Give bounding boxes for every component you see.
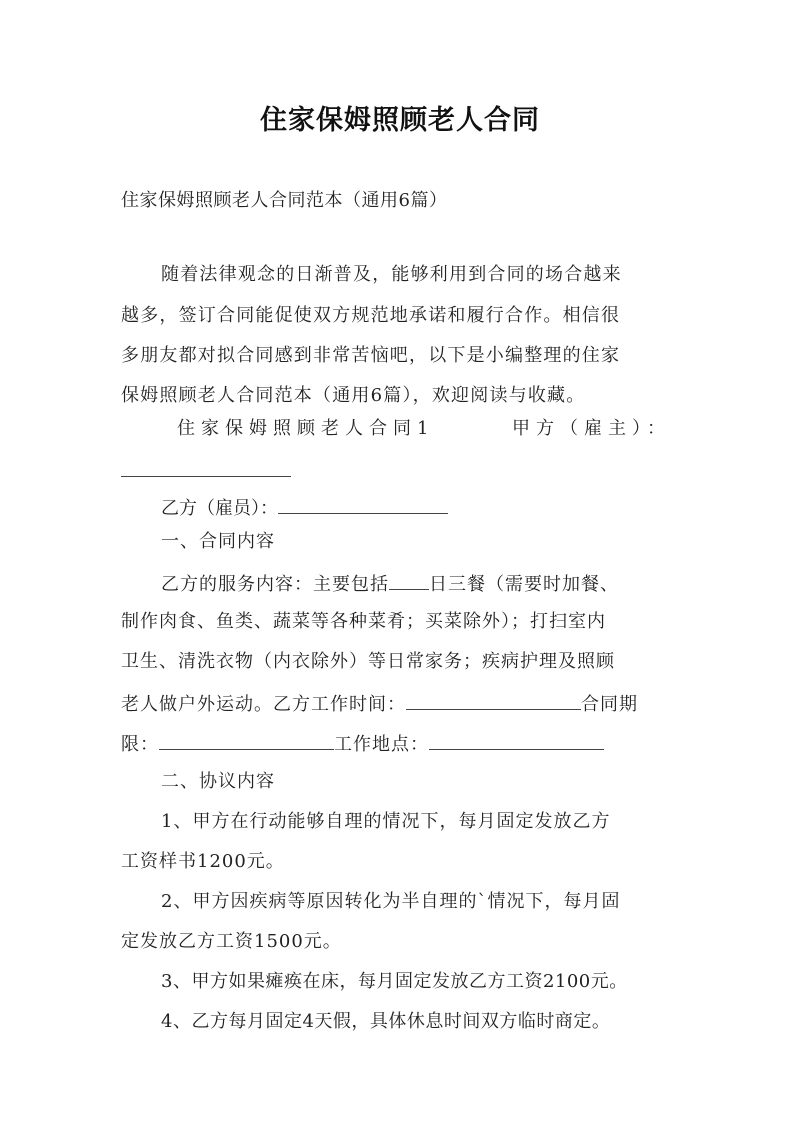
section1-text: 老人做户外运动。乙方工作时间：: [121, 694, 406, 715]
contract-heading: 住家保姆照顾老人合同1: [177, 418, 435, 439]
section1-text: 乙方的服务内容：主要包括: [161, 574, 389, 595]
section1-text: 日三餐（需要时加餐、: [429, 574, 619, 595]
section1-text: 合同期: [581, 694, 638, 715]
section1-line: [121, 693, 638, 714]
section1-text: 工作地点：: [334, 734, 429, 755]
section2-line: 1、甲方在行动能够自理的情况下，每月固定发放乙方: [161, 811, 611, 832]
contract-term-blank-line: [159, 733, 334, 750]
party-a-blank: [121, 460, 291, 481]
section1-line: 卫生、清洗衣物（内衣除外）等日常家务；疾病护理及照顾: [121, 651, 615, 672]
work-time-blank-line: [406, 693, 581, 710]
party-b-blank-line: [278, 497, 448, 514]
intro-line: 越多，签订合同能促使双方规范地承诺和履行合作。相信很: [121, 305, 621, 326]
intro-line: 随着法律观念的日渐普及，能够利用到合同的场合越来: [161, 264, 622, 285]
section1-heading: 一、合同内容: [161, 531, 275, 552]
section2-heading: 二、协议内容: [161, 771, 275, 792]
section1-line: 制作肉食、鱼类、蔬菜等各种菜肴；买菜除外）；打扫室内: [121, 611, 606, 632]
party-b-row: [161, 497, 448, 518]
section2-line: 工资样书1200元。: [121, 851, 285, 872]
section2-line: 3、甲方如果瘫痪在床，每月固定发放乙方工资2100元。: [161, 971, 628, 992]
meals-blank-line: [389, 573, 429, 590]
intro-line: 保姆照顾老人合同范本（通用6篇），欢迎阅读与收藏。: [121, 385, 586, 406]
section1-text: 限：: [121, 734, 159, 755]
intro-line: 多朋友都对拟合同感到非常苦恼吧，以下是小编整理的住家: [121, 345, 621, 366]
section2-line: 定发放乙方工资1500元。: [121, 931, 342, 952]
document-title: 住家保姆照顾老人合同: [260, 105, 540, 136]
section2-line: 2、甲方因疾病等原因转化为半自理的`情况下，每月固: [161, 891, 621, 912]
section2-line: 4、乙方每月固定4天假，具体休息时间双方临时商定。: [161, 1011, 611, 1032]
document-subtitle: 住家保姆照顾老人合同范本（通用6篇）: [121, 190, 448, 211]
party-b-label: 乙方（雇员）：: [161, 498, 278, 519]
party-a-label: 甲方（雇主）：: [512, 418, 671, 439]
party-a-blank-line: [121, 460, 291, 477]
section1-line: [121, 733, 604, 754]
section1-line: [161, 573, 619, 594]
work-location-blank-line: [429, 733, 604, 750]
